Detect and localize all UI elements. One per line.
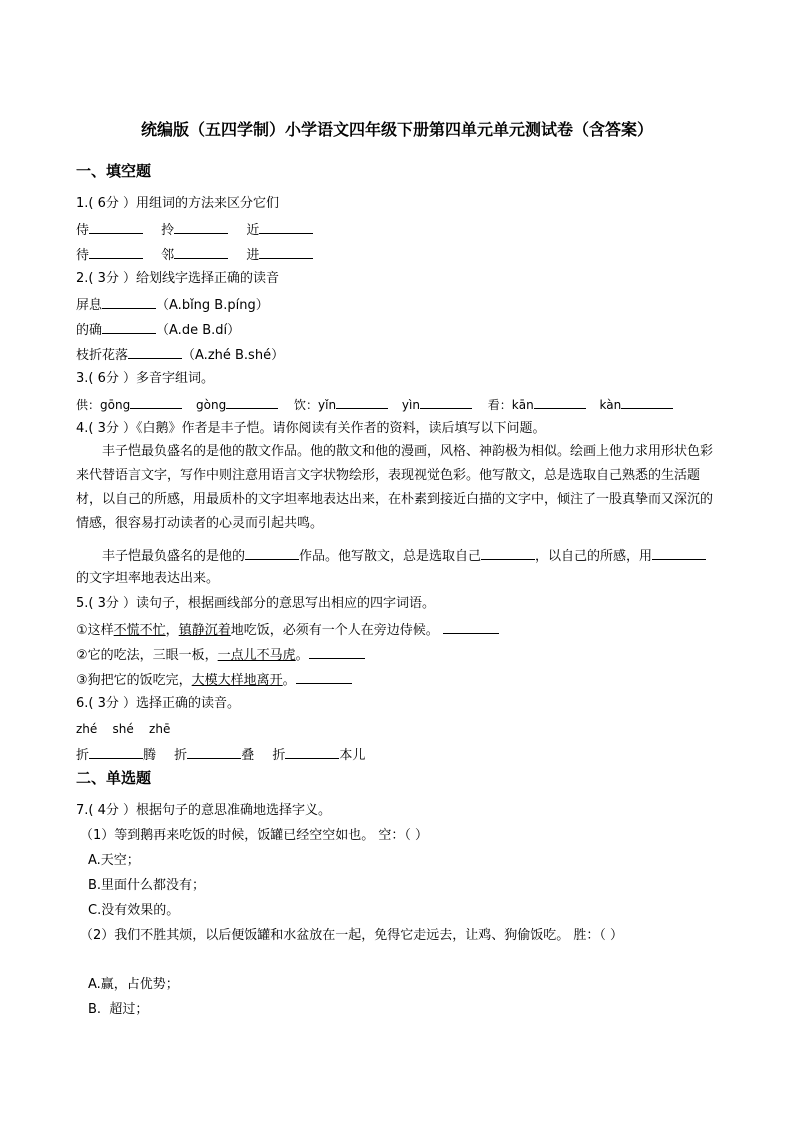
pinyin-label: gòng	[196, 398, 227, 412]
answer-blank[interactable]	[130, 394, 182, 409]
fill-text: 作品。他写散文，总是选取自己	[299, 549, 482, 564]
answer-blank[interactable]	[128, 344, 182, 359]
underlined-phrase: 不慌不忙	[113, 623, 166, 638]
question-5-sentence-1	[76, 619, 754, 639]
pinyin-options: zhé shé zhē	[76, 722, 171, 736]
question-1-row-1	[76, 219, 754, 239]
answer-blank[interactable]	[534, 394, 586, 409]
fill-text: 丰子恺最负盛名的是他的	[102, 549, 246, 564]
question-7-stem: 7.( 4分 ）根据句子的意思准确地选择字义。	[76, 803, 332, 818]
underlined-phrase: 一点儿不马虎	[217, 648, 296, 663]
word: 的确	[76, 323, 103, 338]
answer-blank[interactable]	[309, 644, 365, 659]
pinyin-label: 供：gōng	[76, 398, 131, 412]
answer-blank[interactable]	[89, 744, 143, 759]
sentence-text: ①这样	[76, 623, 114, 638]
answer-blank[interactable]	[481, 545, 535, 560]
reading-passage: 丰子恺最负盛名的是他的散文作品。他的散文和他的漫画，风格、神韵极为相似。绘画上他力求用形状色彩来代替语言文字，写作中则注意用语言文字状物绘形，表现视觉色彩。他写散文，总是选取自己熟悉的生活题材，以自己的所感，用最质朴的文字坦率地表达出来，在朴素到接近白描的文字中，倾注了一股真挚而又深沉的情感，很容易打动读者的心灵而引起共鸣。	[76, 444, 714, 531]
char: 本儿	[339, 748, 366, 763]
char: 侍	[76, 223, 90, 238]
section-heading-fill: 一、填空题	[76, 162, 152, 180]
question-4-fill-line-2: 的文字坦率地表达出来。	[76, 571, 220, 586]
answer-blank[interactable]	[259, 219, 313, 234]
char: 近	[246, 223, 260, 238]
question-2-item	[76, 319, 754, 339]
answer-blank[interactable]	[259, 244, 313, 259]
underlined-phrase: 大模大样地离开	[191, 673, 283, 688]
char: 折	[76, 748, 90, 763]
char: 待	[76, 248, 90, 263]
question-7-part-1: （1）等到鹅再来吃饭的时候，饭罐已经空空如也。 空：（ ）	[80, 828, 429, 843]
question-6-stem: 6.( 3分 ）选择正确的读音。	[76, 696, 241, 711]
question-7-part-2: （2）我们不胜其烦，以后便饭罐和水盆放在一起，免得它走远去，让鸡、狗偷饭吃。 胜：（ ）	[80, 928, 624, 943]
question-5-sentence-2	[76, 644, 754, 664]
answer-blank[interactable]	[621, 394, 673, 409]
pinyin-label: 看：kān	[487, 398, 534, 412]
question-1-stem: 1.( 6分 ）用组词的方法来区分它们	[76, 196, 280, 211]
char: 折	[174, 748, 188, 763]
option-a[interactable]: A.赢，占优势；	[88, 977, 179, 992]
question-1-row-2	[76, 244, 754, 264]
word: 屏息	[76, 298, 103, 313]
pinyin-label: 饮：yǐn	[294, 398, 337, 412]
answer-blank[interactable]	[336, 394, 388, 409]
answer-blank[interactable]	[285, 744, 339, 759]
fill-text: ，以自己的所感，用	[535, 549, 653, 564]
sentence-text: 。	[282, 673, 296, 688]
question-4-stem: 4.( 3分 ）《白鹅》作者是丰子恺。请你阅读有关作者的资料，读后填写以下问题。	[76, 421, 546, 436]
question-3-stem: 3.( 6分 ）多音字组词。	[76, 371, 215, 386]
page-title: 统编版（五四学制）小学语文四年级下册第四单元单元测试卷（含答案）	[140, 120, 653, 139]
question-2-item	[76, 294, 754, 314]
option-a[interactable]: A.天空；	[88, 853, 140, 868]
answer-blank[interactable]	[187, 744, 241, 759]
answer-blank[interactable]	[174, 219, 228, 234]
answer-blank[interactable]	[652, 545, 706, 560]
sentence-text: ②它的吃法，三眼一板，	[76, 648, 218, 663]
char: 叠	[241, 748, 255, 763]
options: （A.zhé B.shé）	[182, 348, 285, 363]
answer-blank[interactable]	[102, 294, 156, 309]
question-5-stem: 5.( 3分 ）读句子，根据画线部分的意思写出相应的四字词语。	[76, 596, 436, 611]
question-6-row	[76, 744, 754, 764]
section-heading-choice: 二、单选题	[76, 769, 152, 787]
sentence-text: ，	[165, 623, 179, 638]
sentence-text: 。	[295, 648, 309, 663]
answer-blank[interactable]	[89, 244, 143, 259]
char: 拎	[161, 223, 175, 238]
answer-blank[interactable]	[89, 219, 143, 234]
char: 进	[246, 248, 260, 263]
question-2-item	[76, 344, 754, 364]
char: 邻	[161, 248, 175, 263]
pinyin-label: yìn	[401, 398, 420, 412]
underlined-phrase: 镇静沉着	[178, 623, 231, 638]
answer-blank[interactable]	[443, 619, 499, 634]
answer-blank[interactable]	[226, 394, 278, 409]
answer-blank[interactable]	[420, 394, 472, 409]
option-b[interactable]: B.里面什么都没有；	[88, 878, 206, 893]
question-3-row	[76, 394, 754, 414]
answer-blank[interactable]	[102, 319, 156, 334]
char: 折	[272, 748, 286, 763]
sentence-text: 地吃饭，必须有一个人在旁边侍候。	[230, 623, 439, 638]
sentence-text: ③狗把它的饭吃完，	[76, 673, 192, 688]
question-2-stem: 2.( 3分 ）给划线字选择正确的读音	[76, 271, 280, 286]
answer-blank[interactable]	[245, 545, 299, 560]
answer-blank[interactable]	[174, 244, 228, 259]
word: 枝折花落	[76, 348, 129, 363]
options: （A.de B.dí）	[156, 323, 241, 338]
option-b[interactable]: B. 超过；	[88, 1002, 149, 1017]
options: （A.bǐng B.píng）	[156, 298, 269, 313]
option-c[interactable]: C.没有效果的。	[88, 903, 180, 918]
question-5-sentence-3	[76, 669, 754, 689]
pinyin-label: kàn	[599, 398, 622, 412]
answer-blank[interactable]	[296, 669, 352, 684]
question-4-fill-line-1	[76, 545, 754, 565]
char: 腾	[143, 748, 157, 763]
